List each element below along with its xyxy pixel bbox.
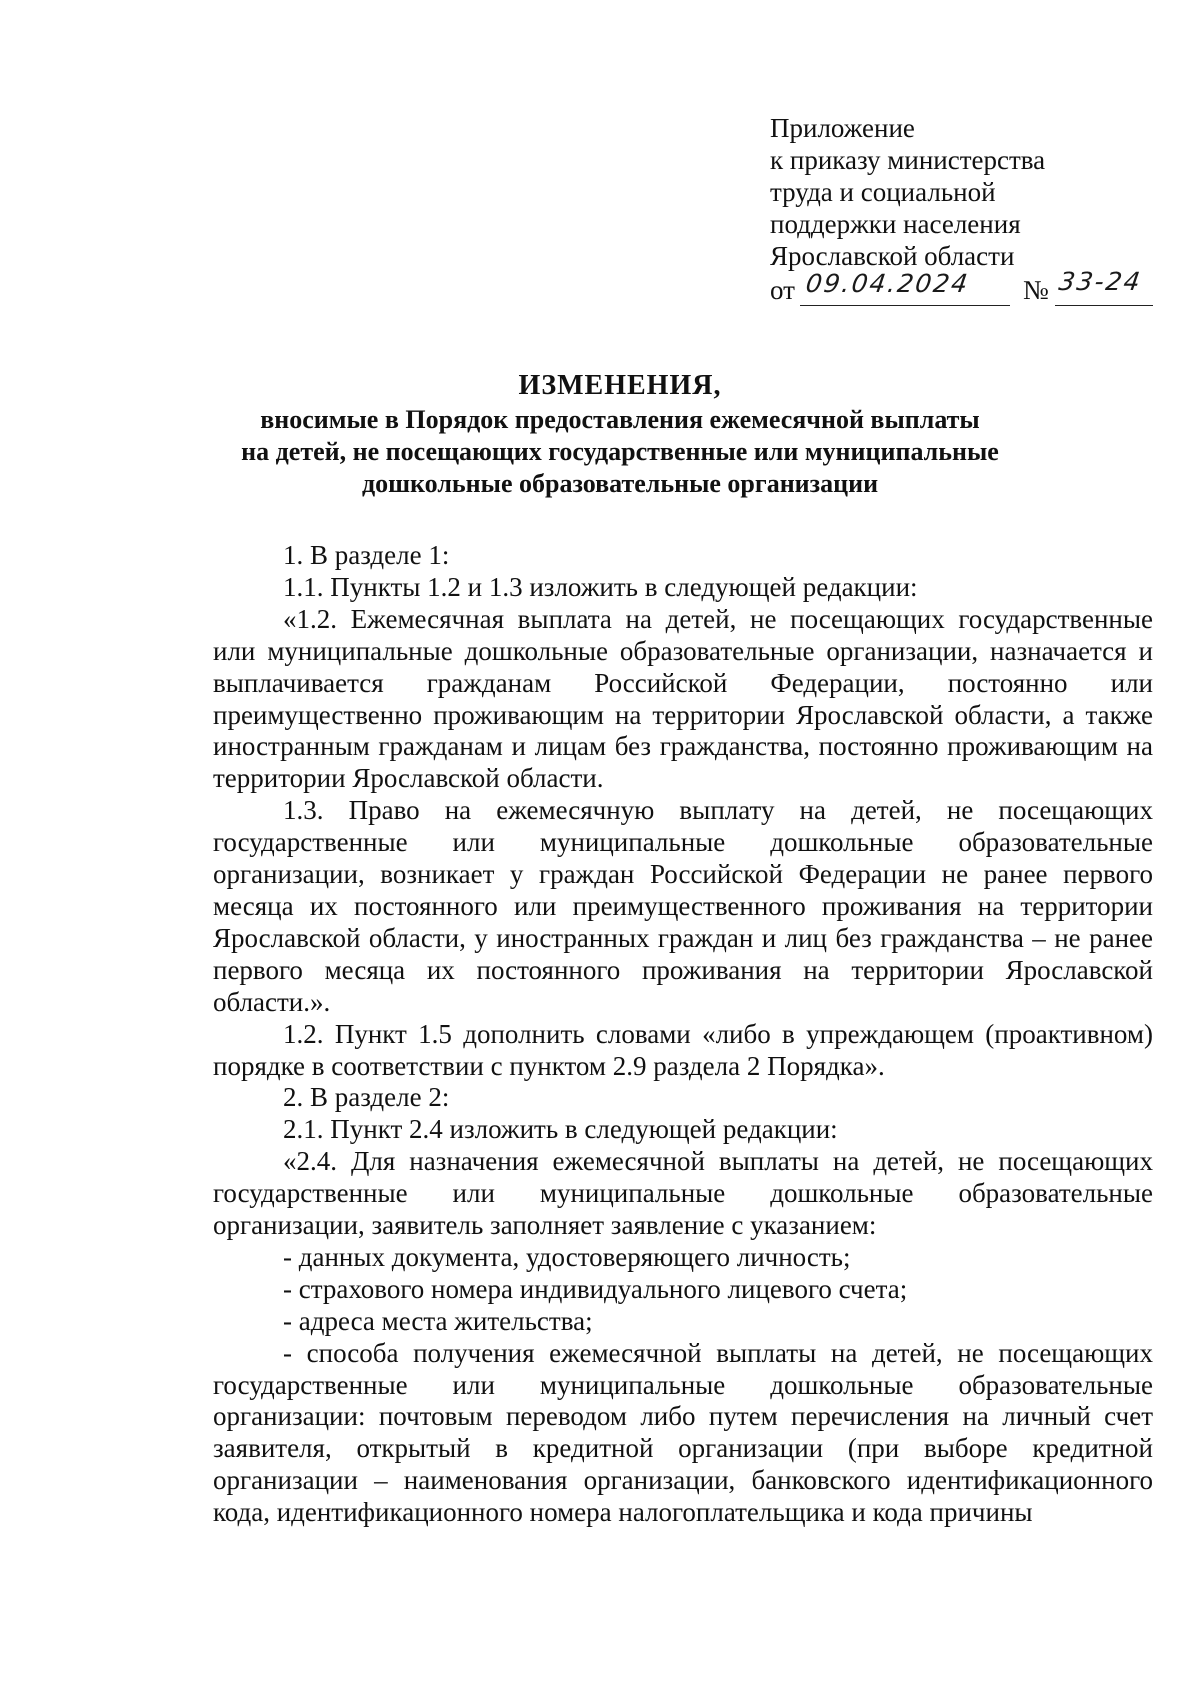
heading-subtitle-line: вносимые в Порядок предоставления ежемесячной выплаты [260,405,980,434]
list-item: - адреса места жительства; [283,1305,593,1336]
order-reference-line [770,267,1170,308]
document-body [213,540,1153,1529]
appendix-line: Приложение [770,113,915,143]
document-heading [150,368,1090,500]
order-number-handwritten: 33-24 [1057,267,1144,296]
paragraph: 1.1. Пункты 1.2 и 1.3 изложить в следующей редакции: [283,571,918,602]
paragraph: «2.4. Для назначения ежемесячной выплаты на детей, не посещающих государственные или муниципальные дошкольные образовательные организации, заявитель заполняет заявление с указанием: [213,1146,1153,1241]
ref-prefix: от [770,275,795,305]
heading-subtitle-line: на детей, не посещающих государственные или муниципальные [241,437,999,466]
list-item: - данных документа, удостоверяющего личность; [283,1241,851,1272]
paragraph: 2. В разделе 2: [283,1082,450,1113]
heading-subtitle-line: дошкольные образовательные организации [361,469,879,498]
paragraph: 1.2. Пункт 1.5 дополнить словами «либо в упреждающем (проактивном) порядке в соответствии с пунктом 2.9 раздела 2 Порядка». [213,1018,1153,1081]
order-number-label: № [1023,275,1049,305]
list-item: - страхового номера индивидуального лицевого счета; [283,1273,908,1304]
order-number-field [1055,267,1153,306]
heading-title: ИЗМЕНЕНИЯ, [518,370,722,401]
appendix-line: поддержки населения [770,209,1021,239]
order-date-handwritten: 09.04.2024 [804,269,972,298]
order-date-field [800,269,1010,306]
paragraph: «1.2. Ежемесячная выплата на детей, не посещающих государственные или муниципальные дошкольные образовательные организации, назначается и выплачивается гражданам Российской Федерации, постоянно или преимущественно проживающим на территории Ярославской области, а также иностранным гражданам и лицам без гражданства, постоянно проживающим на территории Ярославской области. [213,603,1153,794]
appendix-line: Ярославской области [770,241,1015,271]
appendix-block [770,112,1170,308]
paragraph: 2.1. Пункт 2.4 изложить в следующей редакции: [283,1114,838,1145]
appendix-line: труда и социальной [770,177,996,207]
paragraph: 1. В разделе 1: [283,540,450,570]
paragraph: 1.3. Право на ежемесячную выплату на детей, не посещающих государственные или муниципальные дошкольные образовательные организации, возникает у граждан Российской Федерации не ранее первого месяца их постоянного или преимущественного проживания на территории Ярославской области, у иностранных граждан и лиц без гражданства – не ранее первого месяца их постоянного проживания на территории Ярославской области.». [213,795,1153,1017]
list-item: - способа получения ежемесячной выплаты на детей, не посещающих государственные или муниципальные дошкольные образовательные организации: почтовым переводом либо путем перечисления на личный счет заявителя, открытый в кредитной организации (при выборе кредитной организации – наименования организации, банковского идентификационного кода, идентификационного номера налогоплательщика и кода причины [213,1337,1153,1528]
appendix-line: к приказу министерства [770,145,1046,175]
